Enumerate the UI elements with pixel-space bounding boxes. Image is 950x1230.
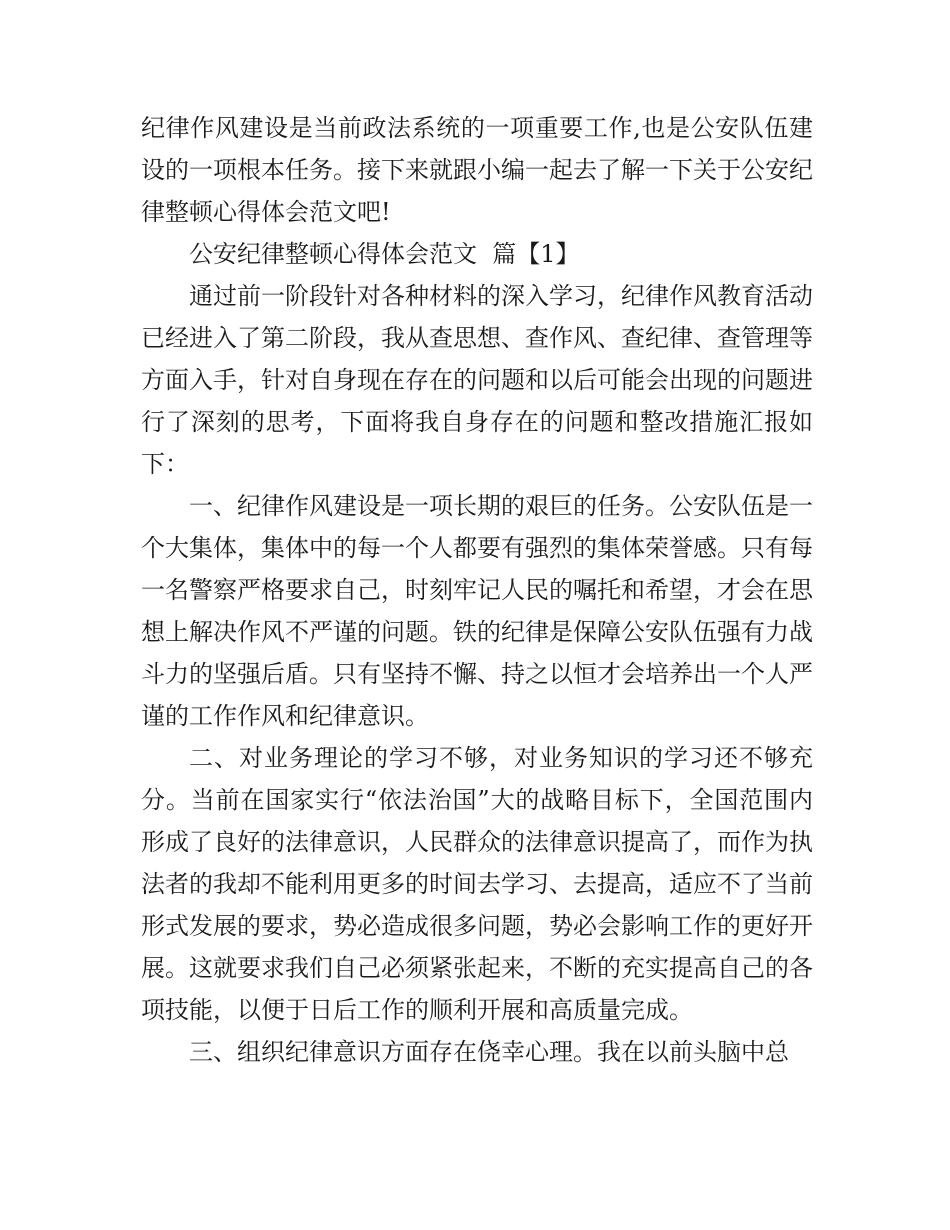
- body-paragraph-3: 二、对业务理论的学习不够，对业务知识的学习还不够充分。当前在国家实行“依法治国”大的战略目标下，全国范围内形成了良好的法律意识，人民群众的法律意识提高了，而作为执法者的我却不能利用更多的时间去学习、去提高，适应不了当前形式发展的要求，势必造成很多问题，势必会影响工作的更好开展。这就要求我们自己必须紧张起来，不断的充实提高自己的各项技能，以便于日后工作的顺利开展和高质量完成。: [141, 744, 813, 1024]
- body-paragraph-1: 通过前一阶段针对各种材料的深入学习，纪律作风教育活动已经进入了第二阶段，我从查思想、查作风、查纪律、查管理等方面入手，针对自身现在存在的问题和以后可能会出现的问题进行了深刻的思考，下面将我自身存在的问题和整改措施汇报如下：: [141, 282, 813, 478]
- body-paragraph-4: 三、组织纪律意识方面存在侥幸心理。我在以前头脑中总: [189, 1038, 789, 1066]
- intro-paragraph: 纪律作风建设是当前政法系统的一项重要工作,也是公安队伍建设的一项根本任务。接下来就跟小编一起去了解一下关于公安纪律整顿心得体会范文吧!: [141, 114, 813, 226]
- document-page: [141, 107, 813, 1073]
- section-heading: 公安纪律整顿心得体会范文 篇【1】: [189, 240, 580, 268]
- body-paragraph-2: 一、纪律作风建设是一项长期的艰巨的任务。公安队伍是一个大集体，集体中的每一个人都要有强烈的集体荣誉感。只有每一名警察严格要求自己，时刻牢记人民的嘱托和希望，才会在思想上解决作风不严谨的问题。铁的纪律是保障公安队伍强有力战斗力的坚强后盾。只有坚持不懈、持之以恒才会培养出一个人严谨的工作作风和纪律意识。: [141, 492, 813, 730]
